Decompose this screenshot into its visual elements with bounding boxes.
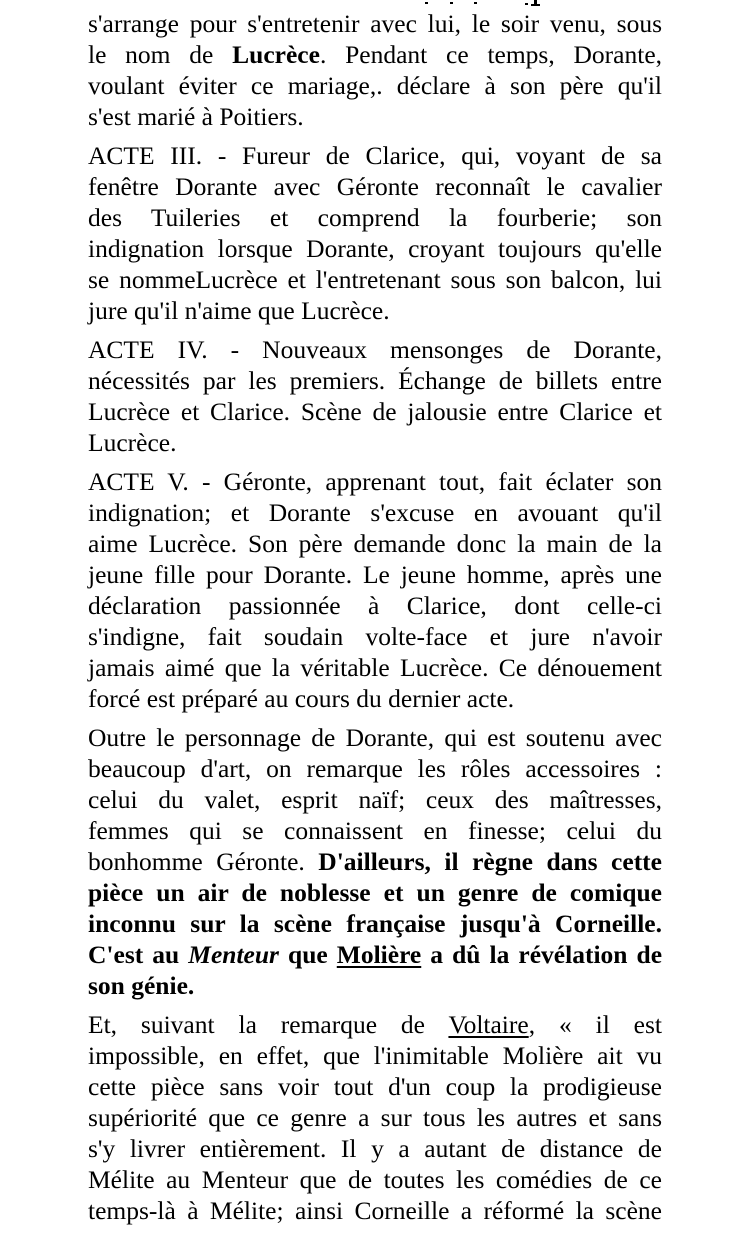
text-run: jamais aimé que la véritable Lucrèce. Ce dénouement [88, 653, 662, 682]
paragraph [88, 334, 662, 458]
text-line [88, 295, 662, 326]
text-run: supériorité que ce genre a sur tous les autres et sans [88, 1103, 662, 1132]
text-line [88, 264, 662, 295]
text-run: forcé est préparé au cours du dernier acte. [88, 684, 515, 713]
text-line [88, 396, 662, 427]
text-run: , « il est [528, 1010, 662, 1039]
text-run: son génie. [88, 971, 195, 1000]
paragraph [88, 1009, 662, 1226]
text-line [88, 233, 662, 264]
text-line [88, 171, 662, 202]
text-run: jure qu'il n'aime que Lucrèce. [88, 296, 390, 325]
text-run: s'indigne, fait soudain volte-face et jure n'avoir [88, 622, 662, 651]
text-line [88, 70, 662, 101]
text-run: Lucrèce. [88, 428, 177, 457]
clipped-text-fragment [425, 2, 428, 4]
text-run: pièce un air de noblesse et un genre de comique [88, 878, 662, 907]
text-run: ACTE IV. - Nouveaux mensonges de Dorante, [88, 335, 662, 364]
text-line [88, 1009, 662, 1040]
text-run: Mélite au Menteur que de toutes les comédies de ce [88, 1165, 662, 1194]
text-line [88, 1133, 662, 1164]
text-run: Voltaire [448, 1010, 529, 1039]
text-run: temps-là à Mélite; ainsi Corneille a réformé la scène [88, 1196, 662, 1225]
clipped-text-fragment [474, 2, 477, 4]
paragraph [88, 722, 662, 1001]
text-line [88, 621, 662, 652]
text-run: se nommeLucrèce et l'entretenant sous son balcon, lui [88, 265, 662, 294]
text-run: fenêtre Dorante avec Géronte reconnaît le cavalier [88, 172, 662, 201]
text-line [88, 722, 662, 753]
clipped-text-fragment [450, 2, 453, 4]
text-run: Menteur [188, 940, 279, 969]
text-run: C'est au [88, 940, 189, 969]
text-run: cette pièce sans voir tout d'un coup la prodigieuse [88, 1072, 662, 1101]
text-line [88, 466, 662, 497]
text-run: jeune fille pour Dorante. Le jeune homme, après une [88, 560, 662, 589]
text-run: beaucoup d'art, on remarque les rôles accessoires : [88, 754, 662, 783]
text-line [88, 8, 662, 39]
text-run: Lucrèce et Clarice. Scène de jalousie entre Clarice et [88, 397, 662, 426]
text-line [88, 939, 662, 970]
text-line [88, 970, 662, 1001]
text-line [88, 427, 662, 458]
text-run: celui du valet, esprit naïf; ceux des maîtresses, [88, 785, 662, 814]
text-line [88, 683, 662, 714]
text-line [88, 815, 662, 846]
text-run: ACTE V. - Géronte, apprenant tout, fait éclater son [88, 467, 662, 496]
text-run: inconnu sur la scène française jusqu'à Corneille. [88, 909, 662, 938]
text-line [88, 908, 662, 939]
clipped-text-fragment [525, 3, 528, 5]
text-run: femmes qui se connaissent en finesse; celui du [88, 816, 662, 845]
text-line [88, 1071, 662, 1102]
text-run: le nom de [88, 40, 233, 69]
text-run: voulant éviter ce mariage,. déclare à son père qu'il [88, 71, 662, 100]
text-run: Lucrèce [232, 40, 320, 69]
text-run: nécessités par les premiers. Échange de billets entre [88, 366, 662, 395]
paragraph [88, 8, 662, 132]
text-run: s'arrange pour s'entretenir avec lui, le soir venu, sous [88, 9, 662, 38]
text-run: bonhomme Géronte. [88, 847, 319, 876]
text-line [88, 39, 662, 70]
text-run: aime Lucrèce. Son père demande donc la main de la [88, 529, 662, 558]
text-run: indignation; et Dorante s'excuse en avouant qu'il [88, 498, 662, 527]
text-line [88, 846, 662, 877]
text-line [88, 652, 662, 683]
text-line [88, 497, 662, 528]
text-run: . Pendant ce temps, Dorante, [319, 40, 663, 69]
text-line [88, 590, 662, 621]
text-line [88, 784, 662, 815]
text-line [88, 1164, 662, 1195]
text-line [88, 140, 662, 171]
text-run: que [278, 940, 337, 969]
text-line [88, 1040, 662, 1071]
text-run: déclaration passionnée à Clarice, dont celle-ci [88, 591, 662, 620]
text-run: des Tuileries et comprend la fourberie; son [88, 203, 662, 232]
text-run: D'ailleurs, il règne dans cette [318, 847, 662, 876]
text-line [88, 753, 662, 784]
text-run: s'y livrer entièrement. Il y a autant de distance de [88, 1134, 662, 1163]
text-line [88, 365, 662, 396]
text-run: Molière [336, 940, 422, 969]
clipped-text-fragment [531, 4, 540, 6]
text-line [88, 1195, 662, 1226]
text-line [88, 877, 662, 908]
text-line [88, 101, 662, 132]
text-run: Et, suivant la remarque de [88, 1010, 449, 1039]
text-column [88, 8, 662, 1234]
text-run: indignation lorsque Dorante, croyant toujours qu'elle [88, 234, 662, 263]
text-line [88, 334, 662, 365]
text-line [88, 1102, 662, 1133]
text-run: ACTE III. - Fureur de Clarice, qui, voyant de sa [88, 141, 662, 170]
text-run: Outre le personnage de Dorante, qui est soutenu avec [88, 723, 662, 752]
text-run: impossible, en effet, que l'inimitable Molière ait vu [88, 1041, 662, 1070]
text-run: s'est marié à Poitiers. [88, 102, 304, 131]
paragraph [88, 466, 662, 714]
paragraph [88, 140, 662, 326]
text-line [88, 559, 662, 590]
text-line [88, 528, 662, 559]
text-run: a dû la révélation de [421, 940, 663, 969]
text-line [88, 202, 662, 233]
